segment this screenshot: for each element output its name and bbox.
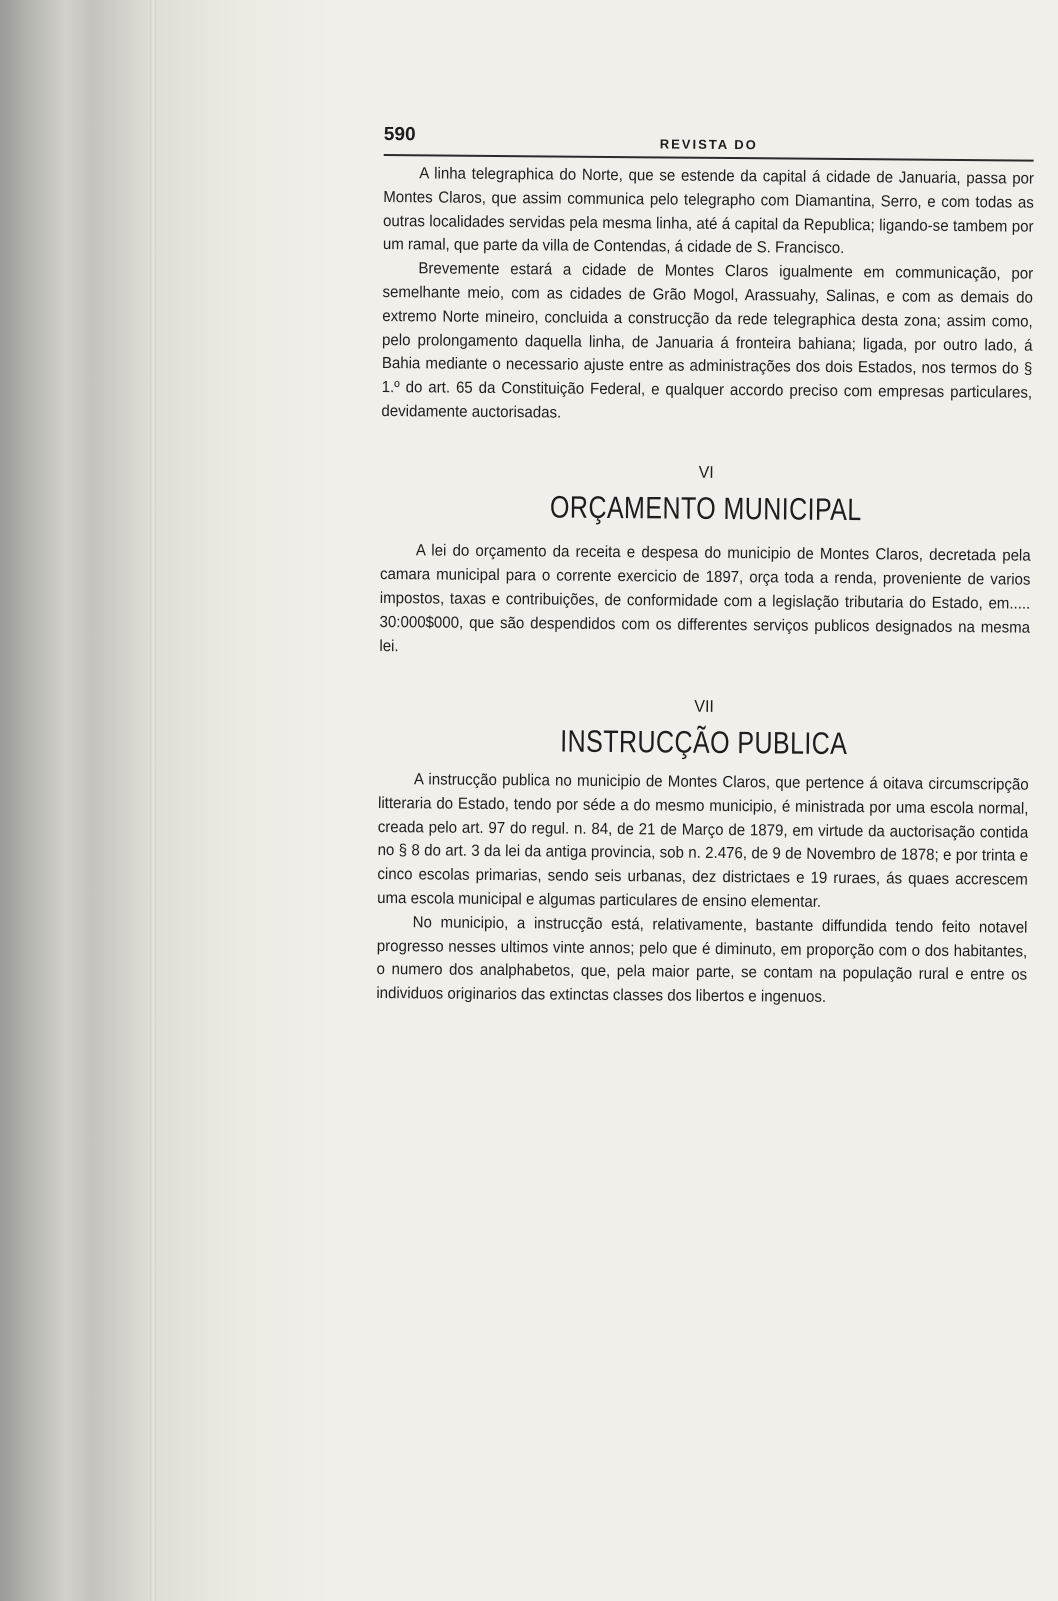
printed-page <box>376 118 1034 1012</box>
page-fold-line <box>150 0 156 1601</box>
page-body <box>376 162 1034 1012</box>
page-number: 590 <box>383 123 416 146</box>
paragraph-instruccao-literacy: No municipio, a instrucção está, relativamente, bastante diffundida tendo feito notavel progresso nesses ultimos vinte annos; pelo que é diminuto, em proporção com o dos habitantes, o numero dos analphabetos, que, pela maior parte, se contam na população rural e entre os individuos originarios das extinctas classes dos libertos e ingenuos. <box>376 914 1028 1007</box>
paragraph-orcamento: A lei do orçamento da receita e despesa do municipio de Montes Claros, decretada pela camara municipal para o corrente exercicio de 1897, orça toda a renda, proveniente de varios impostos, taxas e contribuições, de conformidade com a legislação tributaria do Estado, em..... 30:000$000, que são despendidos com os differentes serviços publicos designados na mesma lei. <box>379 542 1031 655</box>
paragraph-telegraph-line: A linha telegraphica do Norte, que se estende da capital á cidade de Januaria, passa por Montes Claros, que assim communica pelo telegrapho com Diamantina, Serro, e com todas as outras localidades servidas pela mesma linha, até á capital da Republica; ligando-se tambem por um ramal, que parte da villa de Contendas, á cidade de S. Francisco. <box>382 165 1035 258</box>
section-numeral-vii: VII <box>694 697 714 717</box>
binding-shadow <box>0 0 330 1601</box>
section-title-orcamento: ORÇAMENTO MUNICIPAL <box>549 489 862 527</box>
section-numeral-vi: VI <box>698 462 714 482</box>
paragraph-instruccao-schools: A instrucção publica no municipio de Montes Claros, que pertence á oitava circumscripção litteraria do Estado, tendo por séde a do mesmo municipio, é ministrada por uma escola normal, creada pelo art. 97 do regul. n. 84, de 21 de Março de 1879, em virtude da auctorisação contida no § 8 do art. 3 da lei da antiga provincia, sob n. 2.476, de 9 de Novembro de 1878; e por trinta e cinco escolas primarias, sendo seis urbanas, dez districtaes e 19 ruraes, ás quaes accrescem uma escola municipal e algumas particulares de ensino elementar. <box>377 771 1029 911</box>
section-title-instruccao: INSTRUCÇÃO PUBLICA <box>560 723 848 762</box>
journal-name: REVISTA DO <box>659 136 758 153</box>
paragraph-telegraph-expansion: Brevemente estará a cidade de Montes Claros igualmente em communicação, por semelhante meio, com as cidades de Grão Mogol, Arassuahy, Salinas, e com as demais do extremo Norte mineiro, concluida a construcção da rede telegraphica desta zona; assim como, pelo prolongamento daquella linha, de Januaria á fronteira bahiana; ligada, por outro lado, á Bahia mediante o necessario ajuste entre as administrações dos dois Estados, nos termos do § 1.º do art. 65 da Constituição Federal, e qualquer accordo preciso com empresas particulares, devidamente auctorisadas. <box>381 260 1034 422</box>
running-head <box>384 118 1034 162</box>
